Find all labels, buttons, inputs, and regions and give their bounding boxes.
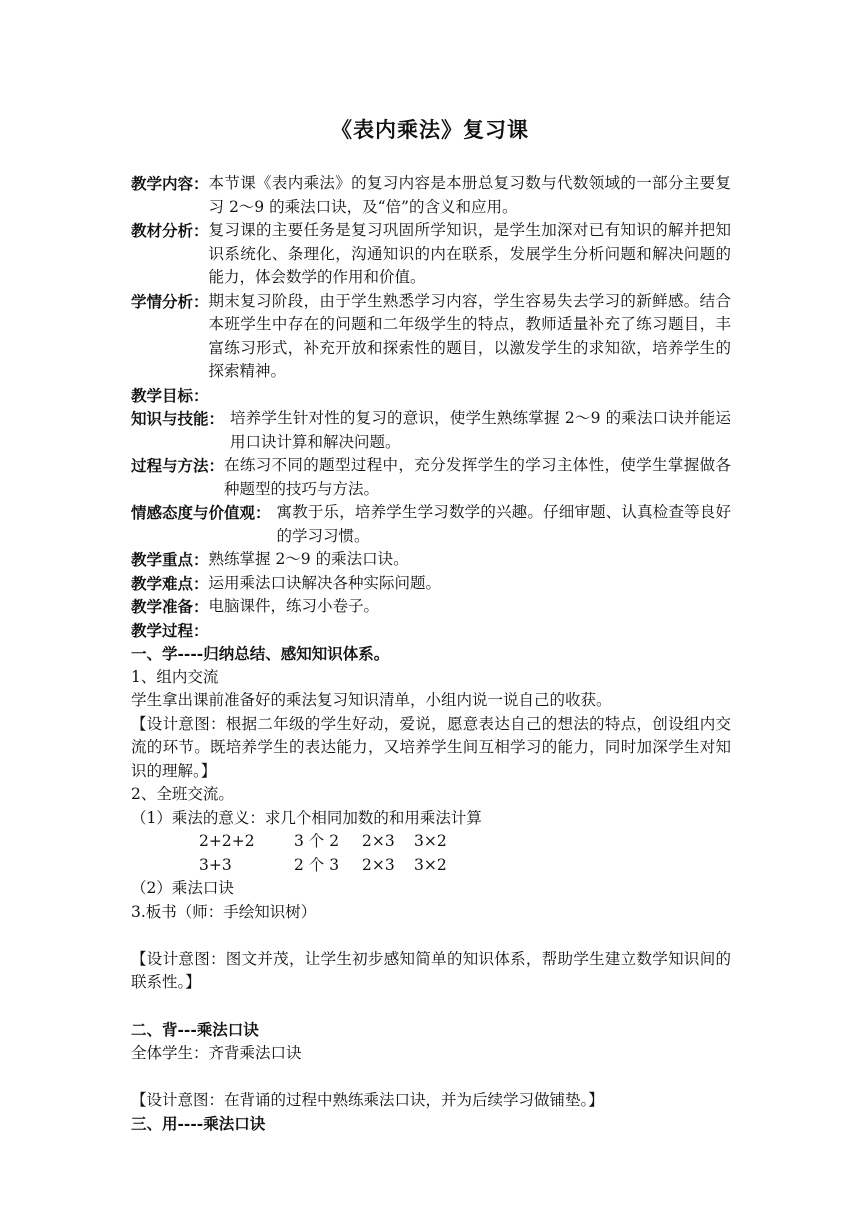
example-sum: 2+2+2: [199, 832, 255, 850]
section1-sub2: （2）乘法口诀: [131, 879, 234, 897]
example-row-2: [131, 854, 731, 878]
example-groups: 2 个 3: [294, 855, 340, 874]
process-method-label: 过程与方法：: [131, 456, 225, 475]
preparation-text: 电脑课件，练习小卷子。: [208, 597, 380, 615]
example-sum: 3+3: [199, 855, 232, 874]
section1-heading: 一、学----归纳总结、感知知识体系。: [131, 644, 390, 663]
preparation-label: 教学准备：: [131, 597, 209, 616]
knowledge-skills-block: [131, 407, 731, 454]
section2-design-note: 【设计意图：在背诵的过程中熟练乘法口诀，并为后续学习做铺垫。】: [131, 1090, 604, 1109]
blank-line: [131, 1065, 731, 1089]
example-row-1: [131, 830, 731, 854]
blank-line: [131, 924, 731, 948]
process-method-text: 在练习不同的题型过程中，充分发挥学生的学习主体性，使学生掌握做各种题型的技巧与方法。: [224, 456, 731, 498]
section2-text: 全体学生：齐背乘法口诀: [131, 1043, 302, 1062]
blank-line: [131, 995, 731, 1019]
student-analysis-text: 期末复习阶段，由于学生熟悉学习内容，学生容易失去学习的新鲜感。结合本班学生中存在的问题和二年级学生的特点，教师适量补充了练习题目，丰富练习形式，补充开放和探索性的题目，以激发学生的求知欲，培养学生的探索精神。: [208, 291, 731, 380]
difficulty-text: 运用乘法口诀解决各种实际问题。: [208, 573, 442, 592]
key-point-label: 教学重点：: [131, 550, 209, 569]
knowledge-skills-text: 培养学生针对性的复习的意识，使学生熟练掌握 2～9 的乘法口诀并能运用口诀计算和解决问题。: [230, 409, 731, 451]
example-product-a: 2×3: [362, 855, 395, 874]
document-body: [131, 172, 731, 1136]
section1-sub1: （1）乘法的意义：求几个相同加数的和用乘法计算: [131, 808, 482, 827]
material-analysis-block: [131, 219, 731, 290]
teaching-content-text: 本节课《表内乘法》的复习内容是本册总复习数与代数领域的一部分主要复习 2～9 的乘法口诀，及“倍”的含义和应用。: [208, 174, 731, 216]
section1-item1-text: 学生拿出课前准备好的乘法复习知识清单，小组内说一说自己的收获。: [131, 691, 612, 709]
key-point-block: [131, 548, 731, 572]
emotion-values-label: 情感态度与价值观：: [131, 503, 271, 522]
teaching-content-label: 教学内容：: [131, 174, 209, 193]
example-groups: 3 个 2: [294, 832, 340, 850]
material-analysis-label: 教材分析：: [131, 221, 209, 240]
section2-heading: 二、背---乘法口诀: [131, 1020, 259, 1039]
emotion-values-text: 寓教于乐，培养学生学习数学的兴趣。仔细审题、认真检查等良好的学习习惯。: [276, 503, 731, 545]
student-analysis-label: 学情分析：: [131, 291, 209, 311]
process-method-block: [131, 454, 731, 501]
difficulty-label: 教学难点：: [131, 573, 209, 593]
teaching-content-block: [131, 172, 731, 219]
key-point-text: 熟练掌握 2～9 的乘法口诀。: [208, 550, 409, 568]
example-product-b: 3×2: [414, 832, 447, 850]
section1-item2: 2、全班交流。: [131, 785, 234, 803]
section3-heading: 三、用----乘法口诀: [131, 1114, 266, 1133]
section1-design-note-1: 【设计意图：根据二年级的学生好动，爱说，愿意表达自己的想法的特点，创设组内交流的环节。既培养学生的表达能力，又培养学生间互相学习的能力，同时加深学生对知识的理解。】: [131, 714, 731, 780]
material-analysis-text: 复习课的主要任务是复习巩固所学知识，是学生加深对已有知识的解并把知识系统化、条理化，沟通知识的内在联系，发展学生分析问题和解决问题的能力，体会数学的作用和价值。: [208, 221, 731, 286]
section1-item3: 3.板书（师：手绘知识树）: [131, 902, 317, 921]
example-product-a: 2×3: [362, 832, 395, 850]
goals-heading: 教学目标：: [131, 385, 209, 405]
student-analysis-block: [131, 290, 731, 384]
section1-item1: 1、组内交流: [131, 667, 219, 686]
knowledge-skills-label: 知识与技能：: [131, 409, 225, 428]
document-title: 《表内乘法》复习课: [331, 117, 529, 142]
example-product-b: 3×2: [414, 855, 447, 874]
difficulty-block: [131, 572, 731, 596]
process-heading: 教学过程：: [131, 620, 209, 640]
section1-design-note-2: 【设计意图：图文并茂，让学生初步感知简单的知识体系，帮助学生建立数学知识间的联系性。】: [131, 949, 731, 991]
emotion-values-block: [131, 501, 731, 548]
preparation-block: [131, 595, 731, 619]
